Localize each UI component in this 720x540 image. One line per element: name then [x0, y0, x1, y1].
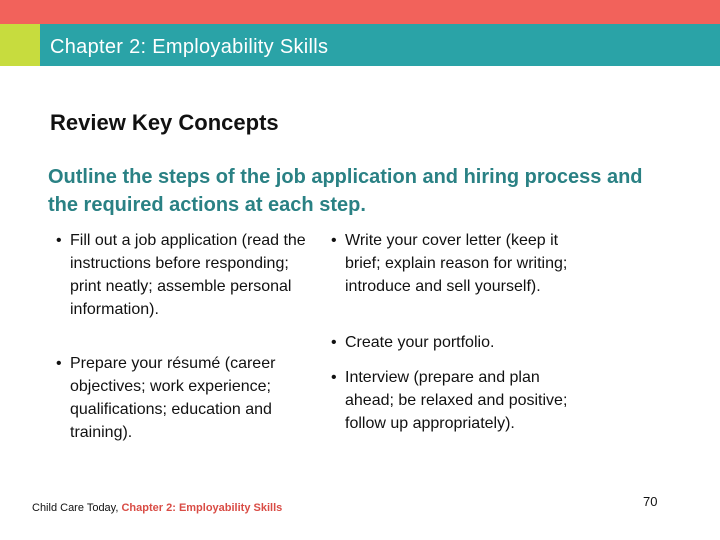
- section-title: Review Key Concepts: [50, 110, 279, 135]
- bullet-text: Fill out a job application (read the instructions before responding; print neatly; assemble personal information).: [70, 232, 306, 318]
- top-color-stripe: [0, 0, 720, 24]
- footer-source: [32, 502, 282, 514]
- bullet-marker: •: [56, 355, 62, 372]
- footer-chapter: Chapter 2: Employability Skills: [121, 502, 283, 514]
- chapter-title: Chapter 2: Employability Skills: [50, 36, 329, 58]
- bullet-marker: •: [331, 369, 337, 386]
- bullet-marker: •: [331, 334, 337, 351]
- bullet-text: Create your portfolio.: [345, 334, 495, 351]
- bullet-interview: [331, 366, 591, 435]
- bullet-portfolio: [331, 331, 591, 354]
- bullet-text: Write your cover letter (keep it brief; explain reason for writing; introduce and sell yourself).: [345, 232, 568, 295]
- bullet-text: Prepare your résumé (career objectives; work experience; qualifications; education and training).: [70, 355, 276, 441]
- bullet-marker: •: [56, 232, 62, 249]
- bullet-text: Interview (prepare and plan ahead; be relaxed and positive; follow up appropriately).: [345, 369, 568, 432]
- page-number: 70: [643, 494, 658, 509]
- bullet-cover-letter: [331, 229, 591, 298]
- header-accent-block: [0, 24, 40, 66]
- bullet-resume: [56, 352, 306, 444]
- bullet-job-application: [56, 229, 306, 321]
- footer-book-title: Child Care Today,: [32, 502, 122, 514]
- review-prompt: Outline the steps of the job application and hiring process and the required actions at each step.: [48, 166, 643, 216]
- bullet-marker: •: [331, 232, 337, 249]
